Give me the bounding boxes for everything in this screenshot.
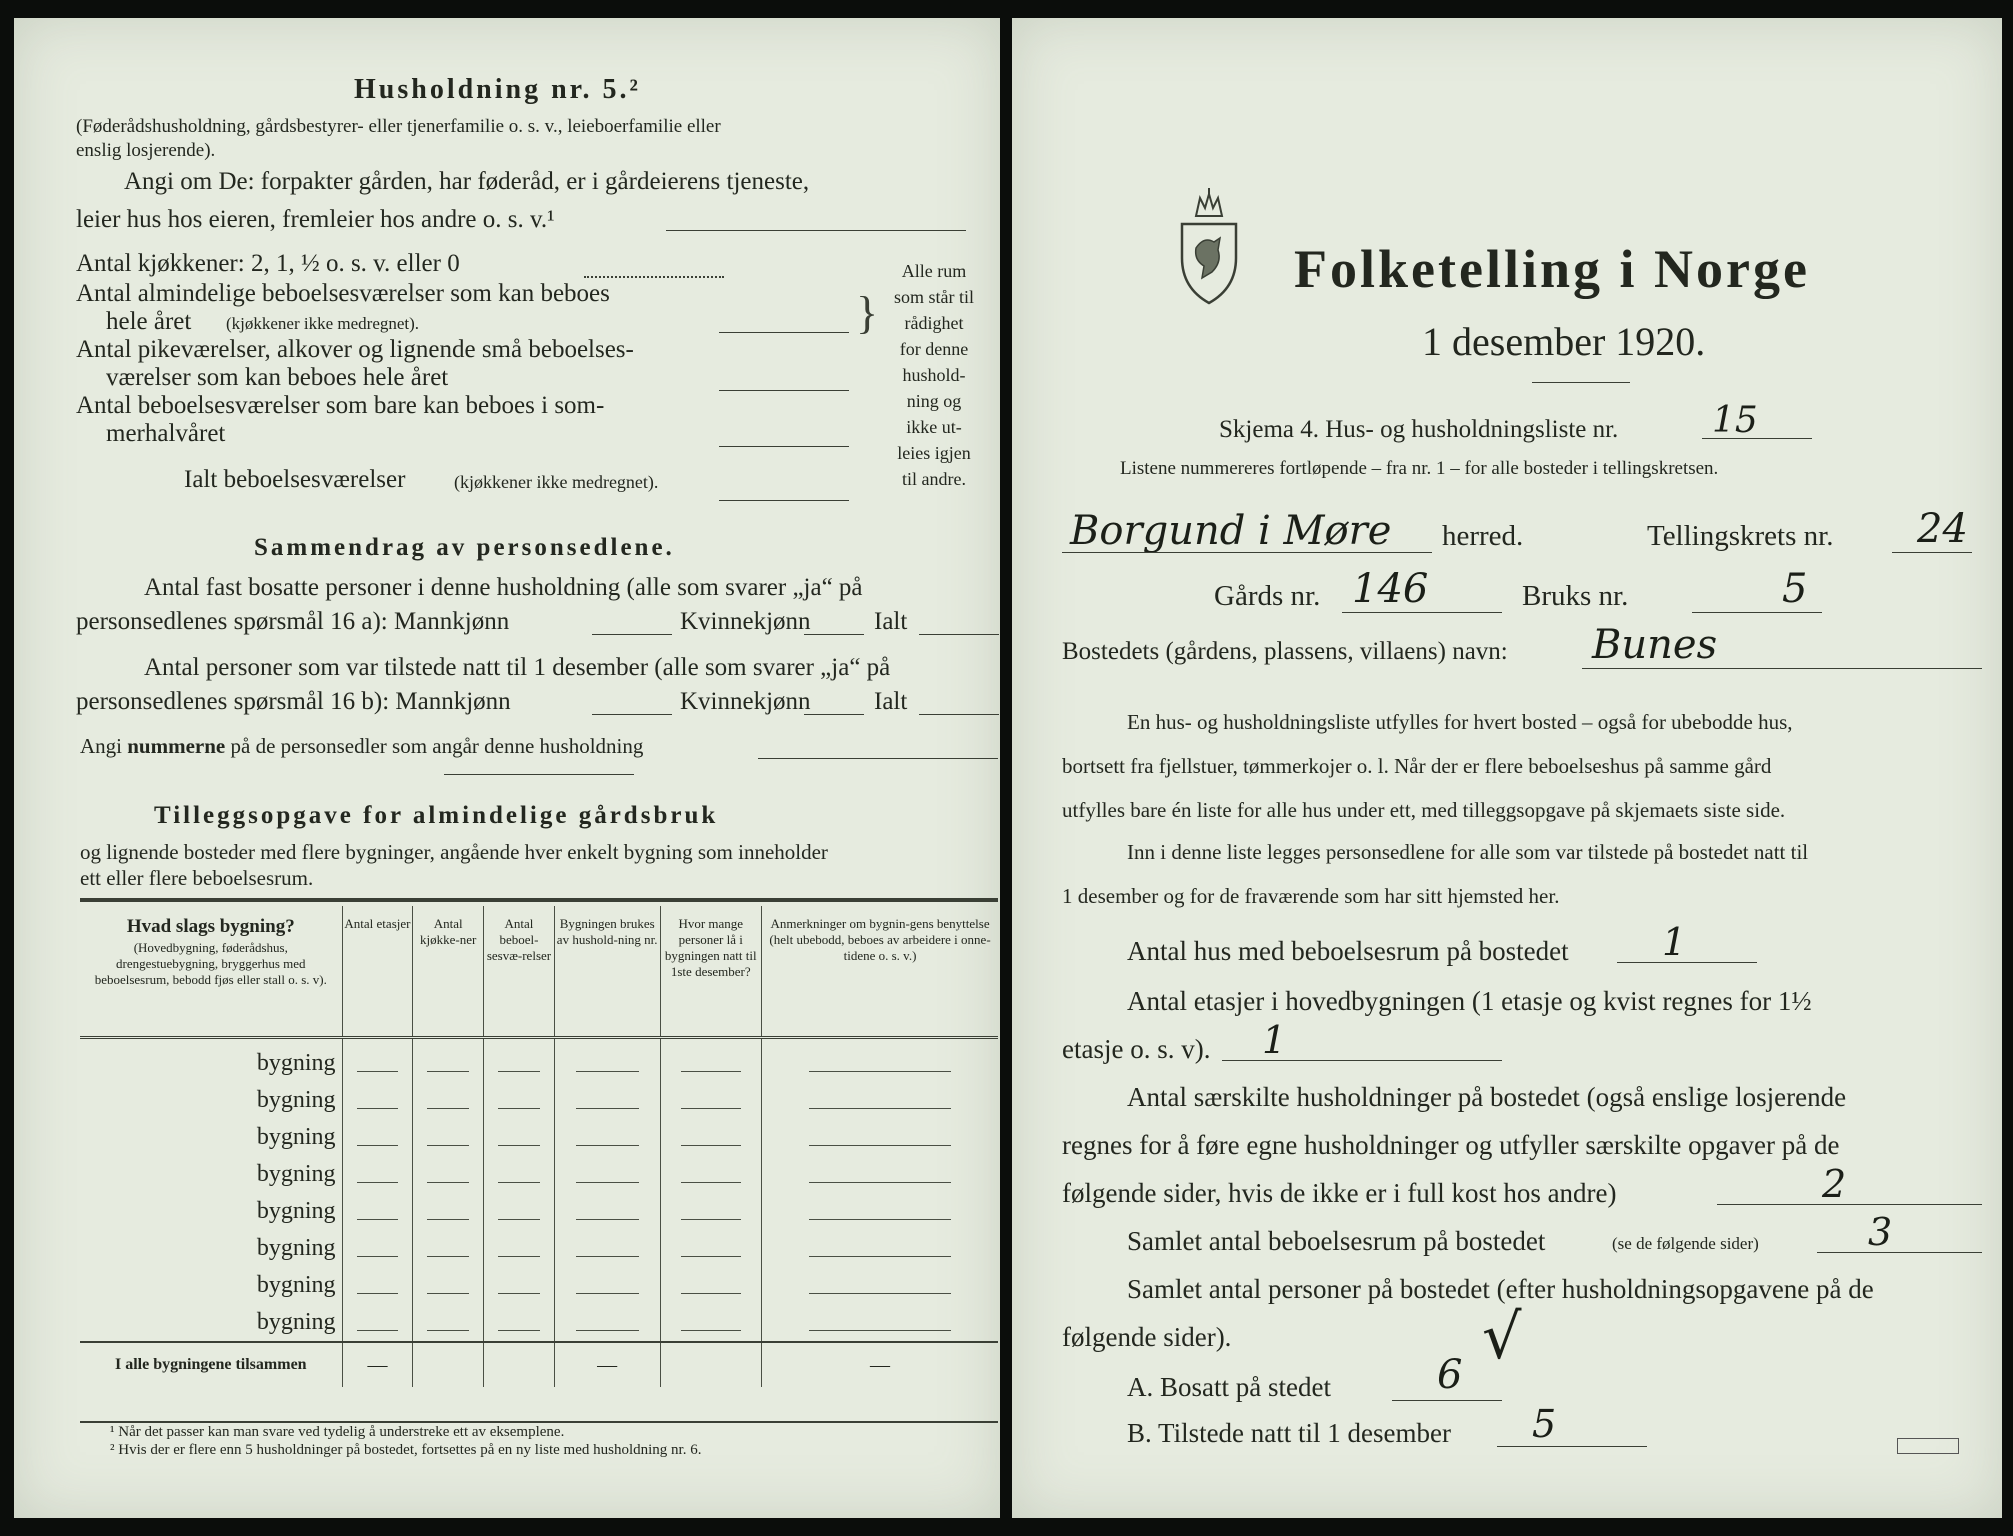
cell-line <box>681 1330 741 1331</box>
table-cell[interactable] <box>484 1304 555 1342</box>
cell-line <box>809 1071 951 1072</box>
cell-line <box>357 1256 399 1257</box>
table-cell[interactable] <box>484 1119 555 1156</box>
table-row <box>80 1156 998 1193</box>
table-cell[interactable] <box>342 1045 413 1082</box>
q-rum-label: Samlet antal beboelsesrum på bostedet <box>1127 1226 1546 1256</box>
brace-note-line: leies igjen <box>897 443 971 463</box>
brace-note-line: rådighet <box>904 313 964 333</box>
cell-line <box>357 1145 399 1146</box>
krets-value[interactable]: 24 <box>1917 506 1968 552</box>
tillegg-title: Tilleggsopgave for almindelige gårdsbruk <box>154 802 719 829</box>
cell-line <box>576 1145 639 1146</box>
cell-line <box>809 1145 951 1146</box>
table-cell[interactable] <box>554 1267 660 1304</box>
table-cell[interactable] <box>484 1230 555 1267</box>
total-cell[interactable] <box>660 1342 762 1387</box>
table-cell[interactable] <box>762 1230 998 1267</box>
q-etasjer-2: etasje o. s. v). <box>1062 1034 1211 1064</box>
q-etasjer-line <box>1222 1060 1502 1061</box>
cell-line <box>681 1145 741 1146</box>
q-etasjer-value[interactable]: 1 <box>1262 1018 1287 1062</box>
brace-note-line: til andre. <box>902 469 966 489</box>
table-cell[interactable] <box>762 1119 998 1156</box>
brace-note-line: som står til <box>894 287 974 307</box>
brace-note-line: ning og <box>906 391 962 411</box>
table-cell[interactable] <box>762 1045 998 1082</box>
cell-line <box>809 1108 951 1109</box>
separator-cell <box>413 1038 484 1046</box>
table-cell[interactable] <box>413 1082 484 1119</box>
table-row <box>80 1193 998 1230</box>
table-cell[interactable] <box>342 1193 413 1230</box>
row-label[interactable]: bygning <box>256 1161 336 1187</box>
table-cell[interactable] <box>484 1156 555 1193</box>
brace-note <box>886 258 982 492</box>
cell-line <box>681 1256 741 1257</box>
separator-cell <box>762 1038 998 1046</box>
cell-line <box>498 1330 540 1331</box>
rooms-3-answer[interactable] <box>719 446 849 447</box>
row-label[interactable]: bygning <box>256 1198 336 1224</box>
q-etasjer-1: Antal etasjer i hovedbygningen (1 etasje og kvist regnes for 1½ <box>1127 986 1812 1016</box>
cell-line <box>576 1219 639 1220</box>
table-cell[interactable] <box>554 1082 660 1119</box>
table-cell[interactable] <box>413 1119 484 1156</box>
printer-stamp <box>1897 1438 1959 1454</box>
cell-line <box>576 1071 639 1072</box>
cell-line <box>357 1219 399 1220</box>
rooms-1a: Antal almindelige beboelsesværelser som kan beboes <box>76 280 610 307</box>
total-cell[interactable]: — <box>342 1342 413 1387</box>
q-hus-value[interactable]: 1 <box>1662 920 1687 964</box>
table-cell[interactable] <box>660 1304 762 1342</box>
table-header-label: Hvad slags bygning? <box>126 916 295 937</box>
instr-4: Inn i denne liste legges personsedlene for alle som var tilstede på bostedet natt til <box>1127 840 1809 864</box>
separator-cell <box>484 1038 555 1046</box>
table-cell[interactable] <box>554 1304 660 1342</box>
table-cell[interactable] <box>660 1230 762 1267</box>
skjema-line <box>1702 438 1812 439</box>
table-row <box>80 1267 998 1304</box>
cell-line <box>681 1108 741 1109</box>
rooms-2b: værelser som kan beboes hele året <box>106 364 449 391</box>
herred-line <box>1062 552 1432 553</box>
numbers-answer-line[interactable] <box>758 758 998 759</box>
cell-line <box>498 1071 540 1072</box>
a-line <box>1392 1400 1502 1401</box>
cell-line <box>498 1293 540 1294</box>
cell-line <box>681 1071 741 1072</box>
household-note-2: enslig losjerende). <box>76 140 216 161</box>
cell-line <box>576 1256 639 1257</box>
tillegg-sub-2: ett eller flere beboelsesrum. <box>80 866 314 890</box>
table-cell[interactable] <box>484 1082 555 1119</box>
table-cell[interactable] <box>554 1230 660 1267</box>
q-hush-3: følgende sider, hvis de ikke er i full kost hos andre) <box>1062 1178 1617 1208</box>
summary-1-total-label: Ialt <box>874 608 908 635</box>
herred-value[interactable]: Borgund i Møre <box>1070 508 1392 554</box>
q-hus-line <box>1617 962 1757 963</box>
row-label[interactable]: bygning <box>256 1235 336 1261</box>
listene-note: Listene nummereres fortløpende – fra nr. 1 – for alle bosteder i tellingskretsen. <box>1120 458 1719 479</box>
separator-cell <box>554 1038 660 1046</box>
cell-line <box>576 1108 639 1109</box>
cell-line <box>427 1256 469 1257</box>
section-divider <box>444 774 634 775</box>
rooms-1b-note: (kjøkkener ikke medregnet). <box>226 314 420 333</box>
b-line <box>1497 1446 1647 1447</box>
table-cell[interactable] <box>554 1045 660 1082</box>
brace-icon: } <box>856 287 879 338</box>
cell-line <box>576 1293 639 1294</box>
table-header-cell <box>554 906 660 1038</box>
table-header-separator <box>80 1038 998 1046</box>
table-cell[interactable] <box>660 1267 762 1304</box>
table-header-label: Antal etasjer <box>344 916 411 931</box>
q-rum-line <box>1817 1252 1982 1253</box>
table-bottom-rule <box>80 1421 998 1423</box>
cell-line <box>427 1293 469 1294</box>
separator-cell <box>80 1038 342 1046</box>
brace-note-line: Alle rum <box>901 261 967 281</box>
summary-2-female[interactable] <box>804 714 864 715</box>
cell-line <box>576 1182 639 1183</box>
bosted-label: Bostedets (gårdens, plassens, villaens) navn: <box>1062 638 1508 665</box>
table-cell[interactable] <box>342 1267 413 1304</box>
a-value[interactable]: 6 <box>1437 1352 1463 1398</box>
instr-3: utfylles bare én liste for alle hus under ett, med tilleggsopgave på skjemaets siste side. <box>1062 798 1786 822</box>
tillegg-sub-1: og lignende bosteder med flere bygninger, angående hver enkelt bygning som inneholder <box>80 840 828 864</box>
rooms-2-answer[interactable] <box>719 390 849 391</box>
skjema-label: Skjema 4. Hus- og husholdningsliste nr. <box>1219 416 1619 443</box>
summary-1-total[interactable] <box>919 634 999 635</box>
cell-line <box>498 1108 540 1109</box>
kitchens-label: Antal kjøkkener: 2, 1, ½ o. s. v. eller 0 <box>76 250 460 277</box>
q-hush-value[interactable]: 2 <box>1822 1162 1847 1206</box>
table-header-row <box>80 906 998 1038</box>
rooms-total-note: (kjøkkener ikke medregnet). <box>454 472 659 492</box>
cell-line <box>809 1219 951 1220</box>
numbers-line <box>80 734 643 759</box>
cell-line <box>498 1145 540 1146</box>
checkmark-icon: √ <box>1482 1300 1522 1373</box>
cell-line <box>498 1182 540 1183</box>
separator-cell <box>342 1038 413 1046</box>
table-header-label: Bygningen brukes av hushold-ning nr. <box>556 916 658 947</box>
title-rule <box>1532 382 1630 383</box>
cell-line <box>681 1293 741 1294</box>
q-hus-label: Antal hus med beboelsesrum på bostedet <box>1127 936 1569 966</box>
angi-line-1: Angi om De: forpakter gården, har føderåd, er i gårdeierens tjeneste, <box>124 168 810 195</box>
table-cell[interactable] <box>342 1156 413 1193</box>
bruk-line <box>1692 612 1822 613</box>
instr-1: En hus- og husholdningsliste utfylles for hvert bosted – også for ubebodde hus, <box>1127 710 1793 734</box>
krets-line <box>1892 552 1972 553</box>
rooms-1-answer[interactable] <box>719 332 849 333</box>
cell-line <box>427 1219 469 1220</box>
table-cell[interactable] <box>762 1267 998 1304</box>
row-label[interactable]: bygning <box>256 1050 336 1076</box>
brace-note-line: hushold- <box>902 365 966 385</box>
household-note: (Føderådshusholdning, gårdsbestyrer- eller tjenerfamilie o. s. v., leieboerfamilie eller <box>76 116 721 137</box>
cell-line <box>681 1182 741 1183</box>
summary-1-female-label: Kvinnekjønn <box>680 608 811 635</box>
coat-of-arms-icon <box>1174 188 1244 308</box>
table-cell[interactable] <box>413 1193 484 1230</box>
q-hush-2: regnes for å føre egne husholdninger og utfyller særskilte opgaver på de <box>1062 1130 1840 1160</box>
table-cell[interactable] <box>413 1230 484 1267</box>
numbers-line-pre: Angi <box>80 734 122 758</box>
summary-1-male[interactable] <box>592 634 672 635</box>
summary-2-total[interactable] <box>919 714 999 715</box>
bruk-value[interactable]: 5 <box>1782 566 1808 612</box>
table-cell[interactable] <box>660 1119 762 1156</box>
numbers-line-bold: nummerne <box>127 734 226 758</box>
kitchens-dots <box>584 276 724 278</box>
table-cell[interactable] <box>413 1045 484 1082</box>
bosted-line <box>1582 668 1982 669</box>
table-row <box>80 1304 998 1342</box>
brace-note-line: ikke ut- <box>906 417 962 437</box>
table-cell[interactable] <box>484 1193 555 1230</box>
footnote-1: ¹ Når det passer kan man svare ved tydelig å understreke ett av eksemplene. <box>110 1424 565 1440</box>
skjema-value[interactable]: 15 <box>1712 400 1758 441</box>
cell-line <box>498 1219 540 1220</box>
table-cell[interactable] <box>762 1304 998 1342</box>
gard-line <box>1342 612 1502 613</box>
cell-line <box>498 1256 540 1257</box>
table-cell[interactable] <box>762 1082 998 1119</box>
cell-line <box>427 1145 469 1146</box>
table-cell[interactable] <box>660 1082 762 1119</box>
gard-label: Gårds nr. <box>1214 580 1321 612</box>
separator-cell <box>660 1038 762 1046</box>
table-header-cell <box>80 906 342 1038</box>
cell-line <box>809 1330 951 1331</box>
b-value[interactable]: 5 <box>1532 1402 1557 1446</box>
summary-1a: Antal fast bosatte personer i denne husholdning (alle som svarer „ja“ på <box>144 574 863 601</box>
numbers-line-post: på de personsedler som angår denne husholdning <box>230 734 644 758</box>
row-label[interactable]: bygning <box>256 1124 336 1150</box>
table-cell[interactable] <box>413 1304 484 1342</box>
table-header-label: Antal beboel-sesvæ-relser <box>486 916 552 963</box>
cell-line <box>809 1293 951 1294</box>
table-cell[interactable] <box>342 1304 413 1342</box>
total-cell[interactable] <box>413 1342 484 1387</box>
cell-line <box>357 1293 399 1294</box>
table-cell[interactable] <box>484 1267 555 1304</box>
cell-line <box>427 1108 469 1109</box>
summary-2a: Antal personer som var tilstede natt til 1 desember (alle som svarer „ja“ på <box>144 654 891 681</box>
cell-line <box>357 1071 399 1072</box>
table-cell[interactable] <box>342 1230 413 1267</box>
cell-line <box>576 1330 639 1331</box>
b-label: B. Tilstede natt til 1 desember <box>1127 1418 1451 1448</box>
form-date: 1 desember 1920. <box>1422 319 1706 364</box>
herred-label: herred. <box>1442 520 1524 552</box>
instr-5: 1 desember og for de fraværende som har sitt hjemsted her. <box>1062 884 1560 908</box>
cell-line <box>427 1330 469 1331</box>
footnote-2: ² Hvis der er flere enn 5 husholdninger på bostedet, fortsettes på en ny liste med husholdning nr. 6. <box>110 1442 702 1458</box>
table-cell[interactable] <box>554 1119 660 1156</box>
table-cell[interactable] <box>762 1193 998 1230</box>
rooms-3a: Antal beboelsesværelser som bare kan beboes i som- <box>76 392 605 419</box>
cell-line <box>357 1182 399 1183</box>
table-cell[interactable] <box>554 1193 660 1230</box>
instr-2: bortsett fra fjellstuer, tømmerkojer o. l. Når der er flere beboelseshus på samme gård <box>1062 754 1772 778</box>
a-label: A. Bosatt på stedet <box>1127 1372 1331 1402</box>
table-cell[interactable] <box>762 1156 998 1193</box>
krets-label: Tellingskrets nr. <box>1647 520 1834 552</box>
gard-value[interactable]: 146 <box>1352 566 1429 612</box>
right-page <box>1012 18 2002 1518</box>
rooms-total-answer[interactable] <box>719 500 849 501</box>
rooms-1b: hele året <box>106 308 192 335</box>
table-cell[interactable] <box>660 1156 762 1193</box>
row-label[interactable]: bygning <box>256 1309 336 1335</box>
angi-answer-line[interactable] <box>666 230 966 231</box>
q-hush-line <box>1717 1204 1982 1205</box>
table-cell[interactable] <box>484 1045 555 1082</box>
table-cell[interactable] <box>342 1082 413 1119</box>
table-row <box>80 1045 998 1082</box>
table-cell[interactable] <box>413 1267 484 1304</box>
table-cell[interactable] <box>342 1119 413 1156</box>
table-header-cell <box>660 906 762 1038</box>
summary-title: Sammendrag av personsedlene. <box>254 534 675 561</box>
cell-line <box>357 1108 399 1109</box>
summary-2-total-label: Ialt <box>874 688 908 715</box>
table-row <box>80 1230 998 1267</box>
table-row <box>80 1119 998 1156</box>
q-pers-2: følgende sider). <box>1062 1322 1232 1352</box>
total-cell[interactable] <box>484 1342 555 1387</box>
form-title: Folketelling i Norge <box>1294 239 1810 299</box>
brace-note-line: for denne <box>899 339 969 359</box>
cell-line <box>809 1182 951 1183</box>
angi-line-2: leier hus hos eieren, fremleier hos andre o. s. v.¹ <box>76 206 555 233</box>
summary-2-female-label: Kvinnekjønn <box>680 688 811 715</box>
building-table <box>80 906 998 1387</box>
cell-line <box>427 1071 469 1072</box>
left-page <box>14 18 1000 1518</box>
row-label[interactable]: bygning <box>256 1087 336 1113</box>
q-pers-1: Samlet antal personer på bostedet (efter husholdningsopgavene på de <box>1127 1274 1874 1304</box>
q-rum-value[interactable]: 3 <box>1868 1210 1893 1254</box>
table-cell[interactable] <box>660 1045 762 1082</box>
table-header-cell <box>413 906 484 1038</box>
summary-1b: personsedlenes spørsmål 16 a): Mannkjønn <box>76 608 510 635</box>
table-header-sublabel: (Hovedbygning, føderådshus, drengestuebygning, bryggerhus med beboelsesrum, bebodd fjøs eller stall o. s. v). <box>94 940 327 987</box>
total-cell[interactable]: — <box>554 1342 660 1387</box>
cell-line <box>809 1256 951 1257</box>
table-header-label: Hvor mange personer lå i bygningen natt til 1ste desember? <box>664 916 757 979</box>
cell-line <box>427 1182 469 1183</box>
summary-2b: personsedlenes spørsmål 16 b): Mannkjønn <box>76 688 511 715</box>
table-top-rule <box>80 898 998 902</box>
table-header-cell <box>762 906 998 1038</box>
summary-2-male[interactable] <box>592 714 672 715</box>
bruk-label: Bruks nr. <box>1522 580 1629 612</box>
table-row <box>80 1082 998 1119</box>
household-title: Husholdning nr. 5.² <box>354 74 641 105</box>
rooms-2a: Antal pikeværelser, alkover og lignende små beboelses- <box>76 336 634 363</box>
table-total-row <box>80 1342 998 1387</box>
total-cell[interactable]: — <box>762 1342 998 1387</box>
q-hush-1: Antal særskilte husholdninger på bostedet (også enslige losjerende <box>1127 1082 1847 1112</box>
cell-line <box>681 1219 741 1220</box>
table-cell[interactable] <box>554 1156 660 1193</box>
summary-1-female[interactable] <box>804 634 864 635</box>
bosted-value[interactable]: Bunes <box>1592 622 1718 668</box>
q-rum-note: (se de følgende sider) <box>1612 1234 1759 1253</box>
rooms-3b: merhalvåret <box>106 420 226 447</box>
rooms-total: Ialt beboelsesværelser <box>184 466 406 493</box>
table-cell[interactable] <box>413 1156 484 1193</box>
total-row-label: I alle bygningene tilsammen <box>80 1342 342 1387</box>
table-header-cell <box>342 906 413 1038</box>
table-header-label: Anmerkninger om bygnin-gens benyttelse (helt ubebodd, beboes av arbeidere i onne-tidene o. s. v.) <box>769 916 991 963</box>
row-label[interactable]: bygning <box>256 1272 336 1298</box>
table-cell[interactable] <box>660 1193 762 1230</box>
table-header-label: Antal kjøkke-ner <box>420 916 477 947</box>
cell-line <box>357 1330 399 1331</box>
table-header-cell <box>484 906 555 1038</box>
